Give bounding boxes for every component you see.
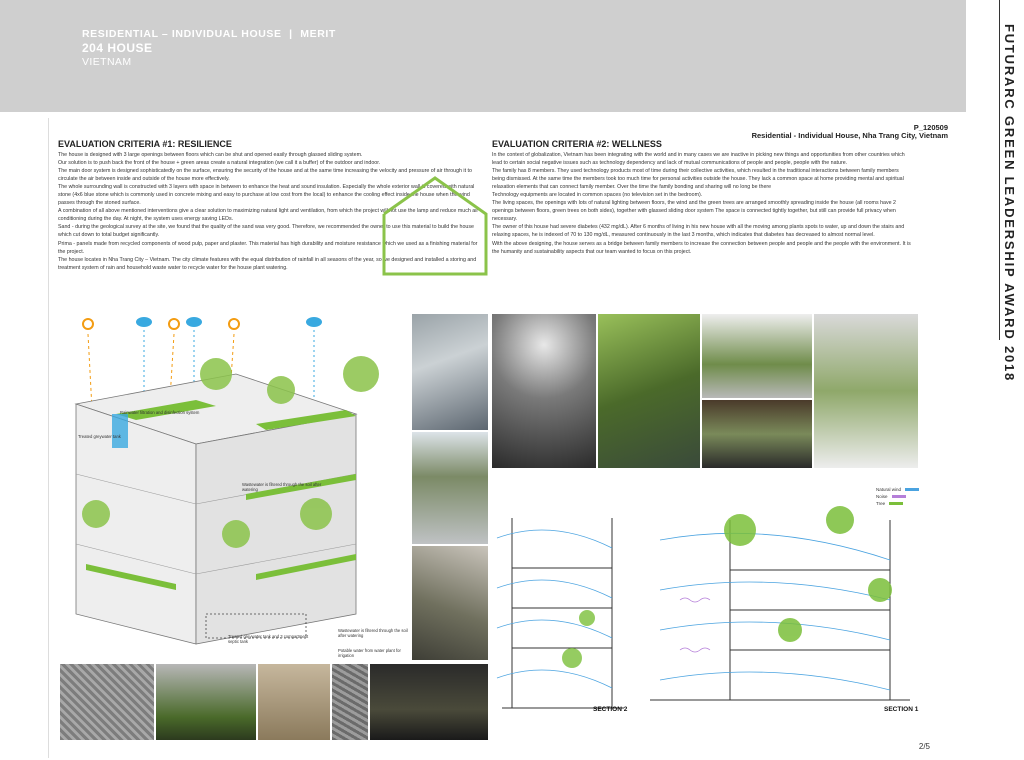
section1-label: SECTION 1 bbox=[884, 706, 919, 713]
note-treated-tank: Treated greywater tank and 3 compartment septic tank bbox=[228, 634, 309, 644]
criteria2-para: The living spaces, the openings with lots of natural lighting between floors, the wind and the green trees are arranged smoothly spreading inside the house (all rooms have 2 openings between floors, green trees on both sides), together with glassed sliding door system The space is connected tightly together, but still can provide full privacy when necessary. bbox=[492, 200, 896, 223]
axonometric-diagram bbox=[56, 314, 408, 664]
section2-drawing bbox=[492, 508, 634, 718]
section2-label: SECTION 2 bbox=[593, 706, 628, 713]
note-wastewater-soil: Wastewater is filtered through the soil after watering bbox=[242, 482, 322, 492]
criteria1-para: The whole surrounding wall is constructed with 3 layers with space in between to enhance the heat and sound insulation. Especially the whole exterior wall is covered with natural stone (4x6 blue stone which is commonly used in concrete mixing and easy to purchase at low cost from the local) to enhance the cooling effect inside the house when the wind passes through the stoned surface. bbox=[58, 184, 475, 207]
legend-swatch bbox=[889, 502, 903, 505]
shadow-photo bbox=[492, 314, 596, 468]
legend-label: Noise bbox=[876, 494, 888, 499]
legend-label: Natural wind bbox=[876, 487, 902, 492]
legend bbox=[876, 486, 919, 507]
project-country: VIETNAM bbox=[82, 56, 132, 68]
page-number: 2/5 bbox=[918, 742, 930, 751]
house-outline-icon bbox=[380, 174, 490, 278]
criteria1-para: Prima - panels made from recycled components of wood pulp, paper and plaster. This material has high durability and moisture resistance which we used as a finishing material for the project. bbox=[58, 240, 478, 255]
sidebar-rule bbox=[999, 0, 1000, 340]
legend-swatch bbox=[892, 495, 906, 498]
legend-item bbox=[876, 493, 919, 500]
project-subtitle: Residential - Individual House, Nha Trang City, Vietnam bbox=[751, 131, 948, 140]
section1-drawing bbox=[640, 480, 918, 716]
worker-photo bbox=[258, 664, 330, 740]
award-level: MERIT bbox=[300, 28, 336, 40]
criteria1-para: The house locates in Nha Trang City – Vietnam. The city climate features with the equal distribution of rainfall in all seasons of the year, so we designed and installed a storing and treatment system of rain and household waste water to recycle water for the house plant watering. bbox=[58, 256, 477, 271]
facade-photo bbox=[412, 314, 488, 430]
criteria1-para: A combination of all above mentioned interventions give a clear solution to maximizing natural light and ventilation, from which the project will not use the lamp and reduce much air conditioning during the day. At night, the system uses energy saving LEDs. bbox=[58, 208, 479, 223]
criteria1-para: The main door system is designed sophisticatedly on the surface, ensuring the security of the house and at the same time increasing the velocity and pressure of air through it to circulate the air between inside and outside of the house more effectively. bbox=[58, 168, 472, 183]
criteria1-para: Sand - during the geological survey at the site, we found that the quality of the sand was very good. Therefore, we recommended the owner to use this material to build the house which cut down to total budget significantly. bbox=[58, 224, 474, 239]
criteria1-heading: EVALUATION CRITERIA #1: RESILIENCE bbox=[58, 139, 232, 149]
green-interior-photo bbox=[598, 314, 700, 468]
legend-item bbox=[876, 500, 919, 507]
criteria1-para: Our solution is to push back the front of the house + green areas create a natural integration (we call it a buffer) of the outdoor and indoor. bbox=[58, 160, 381, 167]
project-id: P_120509 bbox=[913, 123, 948, 132]
gravel-photo bbox=[332, 664, 368, 740]
criteria2-para: Technology equipments are located in common spaces (no television set in the bedroom). bbox=[492, 192, 703, 199]
category-separator: | bbox=[289, 28, 293, 40]
stone-wall-photo bbox=[60, 664, 154, 740]
criteria2-heading: EVALUATION CRITERIA #2: WELLNESS bbox=[492, 139, 662, 149]
stair-photo bbox=[702, 314, 812, 398]
criteria2-para: The family has 8 members. They used technology products most of time during their collective activities, which resulted in the traditional interactions between family members being dismissed. At the same time the members took too much time for personal activities outside the house. They lack a common space at home providing mental and spiritual relaxation elements that can connect family member. Over the time the family bonding and sharing will no long be there bbox=[492, 168, 904, 191]
project-title: 204 HOUSE bbox=[82, 41, 153, 55]
note-wastewater-soil-2: Wastewater is filtered through the soil after watering bbox=[338, 628, 408, 638]
category-label: RESIDENTIAL – INDIVIDUAL HOUSE bbox=[82, 28, 282, 40]
legend-swatch bbox=[905, 488, 919, 491]
header-band bbox=[0, 0, 966, 112]
legend-label: Tree bbox=[876, 501, 886, 506]
courtyard-photo bbox=[702, 400, 812, 468]
balcony-photo bbox=[814, 314, 918, 468]
interior-photo bbox=[412, 546, 488, 660]
criteria2-para: The owner of this house had severe diabetes (432 mg/dL). After 6 months of living in his new house with all the moving among plants spots to water, up and down the stairs and relaxing spaces, he is indexed of 70 to 130 mg/dL, measured continuously in the last 3 months, which indicates that diabetes has decreased to almost normal level. bbox=[492, 224, 905, 239]
criteria2-para: With the above designing, the house serves as a bridge between family members to increase the connection between people and people and the people with the environment. It is the humanity and sustainability aspects that our team wanted to focus on this project. bbox=[492, 240, 911, 255]
night-photo bbox=[370, 664, 488, 740]
street-photo bbox=[412, 432, 488, 544]
criteria2-body bbox=[492, 151, 912, 256]
note-potable-water: Potable water from water plant for irrigation bbox=[338, 648, 401, 658]
criteria2-para: In the context of globalization, Vietnam has been integrating with the world and in many cases we are inactive in picking new things and opportunities from other countries which lead to certain social negative issues such as technology dependency and lack of mutual communications of people and people, people with the nature. bbox=[492, 152, 905, 167]
award-vertical-title: FUTURARC GREEN LEADERSHIP AWARD 2018 bbox=[1002, 24, 1017, 383]
category-line bbox=[82, 28, 336, 40]
note-graywater-tank: Treated greywater tank bbox=[78, 434, 121, 439]
criteria1-para: The house is designed with 3 large openings between floors which can be shut and opened easily through glassed sliding system. bbox=[58, 152, 363, 158]
planter-photo bbox=[156, 664, 256, 740]
legend-item bbox=[876, 486, 919, 493]
note-rainwater: Rainwater filtration and disinfection system bbox=[120, 410, 200, 415]
